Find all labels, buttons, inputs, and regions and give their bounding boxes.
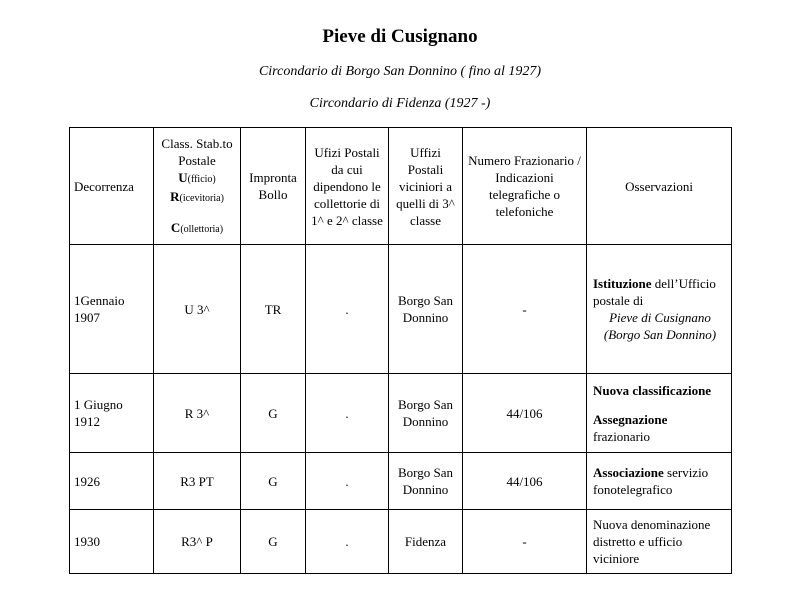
header-osservazioni: Osservazioni (587, 128, 732, 245)
page-title: Pieve di Cusignano (322, 26, 478, 47)
header-class-ufficio: U(fficio) (178, 169, 216, 185)
header-uffizi-viciniori: Uffizi Postali viciniori a quelli di 3^ classe (389, 128, 463, 245)
cell-ufizi: . (306, 510, 389, 574)
cell-ufizi: . (306, 374, 389, 453)
subtitle-fidenza: Circondario di Fidenza (1927 -) (309, 96, 491, 111)
table-row (70, 510, 732, 574)
cell-decorrenza: 1930 (70, 510, 154, 574)
subtitle-borgo-san-donnino: Circondario di Borgo San Donnino ( fino al 1927) (258, 64, 542, 79)
obs-frazionario: frazionario (593, 428, 651, 444)
table-header-row (70, 128, 732, 245)
cell-decorrenza: 1Gennaio 1907 (70, 245, 154, 374)
cell-ufizi: . (306, 245, 389, 374)
cell-impronta: G (241, 510, 306, 574)
obs-assegnazione: Assegnazione (593, 411, 668, 427)
cell-osservazioni: Istituzione dell’Ufficio postale di Pieve di Cusignano (Borgo San Donnino) (587, 245, 732, 374)
cell-decorrenza: 1 Giugno 1912 (70, 374, 154, 453)
table-row (70, 374, 732, 453)
obs-nuova-classificazione: Nuova classificazione (593, 382, 712, 398)
cell-numero: - (463, 510, 587, 574)
cell-uffizi: Borgo San Donnino (389, 453, 463, 510)
cell-impronta: G (241, 374, 306, 453)
header-classificazione (154, 128, 241, 245)
header-numero-frazionario: Numero Frazionario / Indicazioni telegrafiche o telefoniche (463, 128, 587, 245)
header-impronta-bollo: Impronta Bollo (241, 128, 306, 245)
cell-ufizi: . (306, 453, 389, 510)
cell-classificazione: R3^ P (154, 510, 241, 574)
cell-osservazioni (587, 374, 732, 453)
cell-osservazioni: Nuova denominazione distretto e ufficio viciniore (587, 510, 732, 574)
cell-uffizi: Borgo San Donnino (389, 245, 463, 374)
cell-uffizi: Fidenza (389, 510, 463, 574)
cell-numero: 44/106 (463, 374, 587, 453)
table-row (70, 453, 732, 510)
cell-decorrenza: 1926 (70, 453, 154, 510)
header-ufizi-postali: Ufizi Postali da cui dipendono le collettorie di 1^ e 2^ classe (306, 128, 389, 245)
cell-classificazione: R3 PT (154, 453, 241, 510)
cell-impronta: TR (241, 245, 306, 374)
cell-classificazione: U 3^ (154, 245, 241, 374)
cell-uffizi: Borgo San Donnino (389, 374, 463, 453)
header-class-ricevitoria: R(icevitoria) (170, 188, 224, 204)
cell-classificazione: R 3^ (154, 374, 241, 453)
obs-office-name: Pieve di Cusignano (609, 310, 711, 325)
cell-numero: 44/106 (463, 453, 587, 510)
header-decorrenza: Decorrenza (70, 128, 154, 245)
cell-numero: - (463, 245, 587, 374)
cell-impronta: G (241, 453, 306, 510)
table-row (70, 245, 732, 374)
header-class-title: Class. Stab.to Postale (161, 135, 233, 168)
obs-office-district: (Borgo San Donnino) (603, 327, 717, 342)
cell-osservazioni: Associazione servizio fonotelegrafico (587, 453, 732, 510)
postal-history-table (69, 127, 732, 574)
header-class-collettoria: C(ollettoria) (170, 219, 224, 235)
